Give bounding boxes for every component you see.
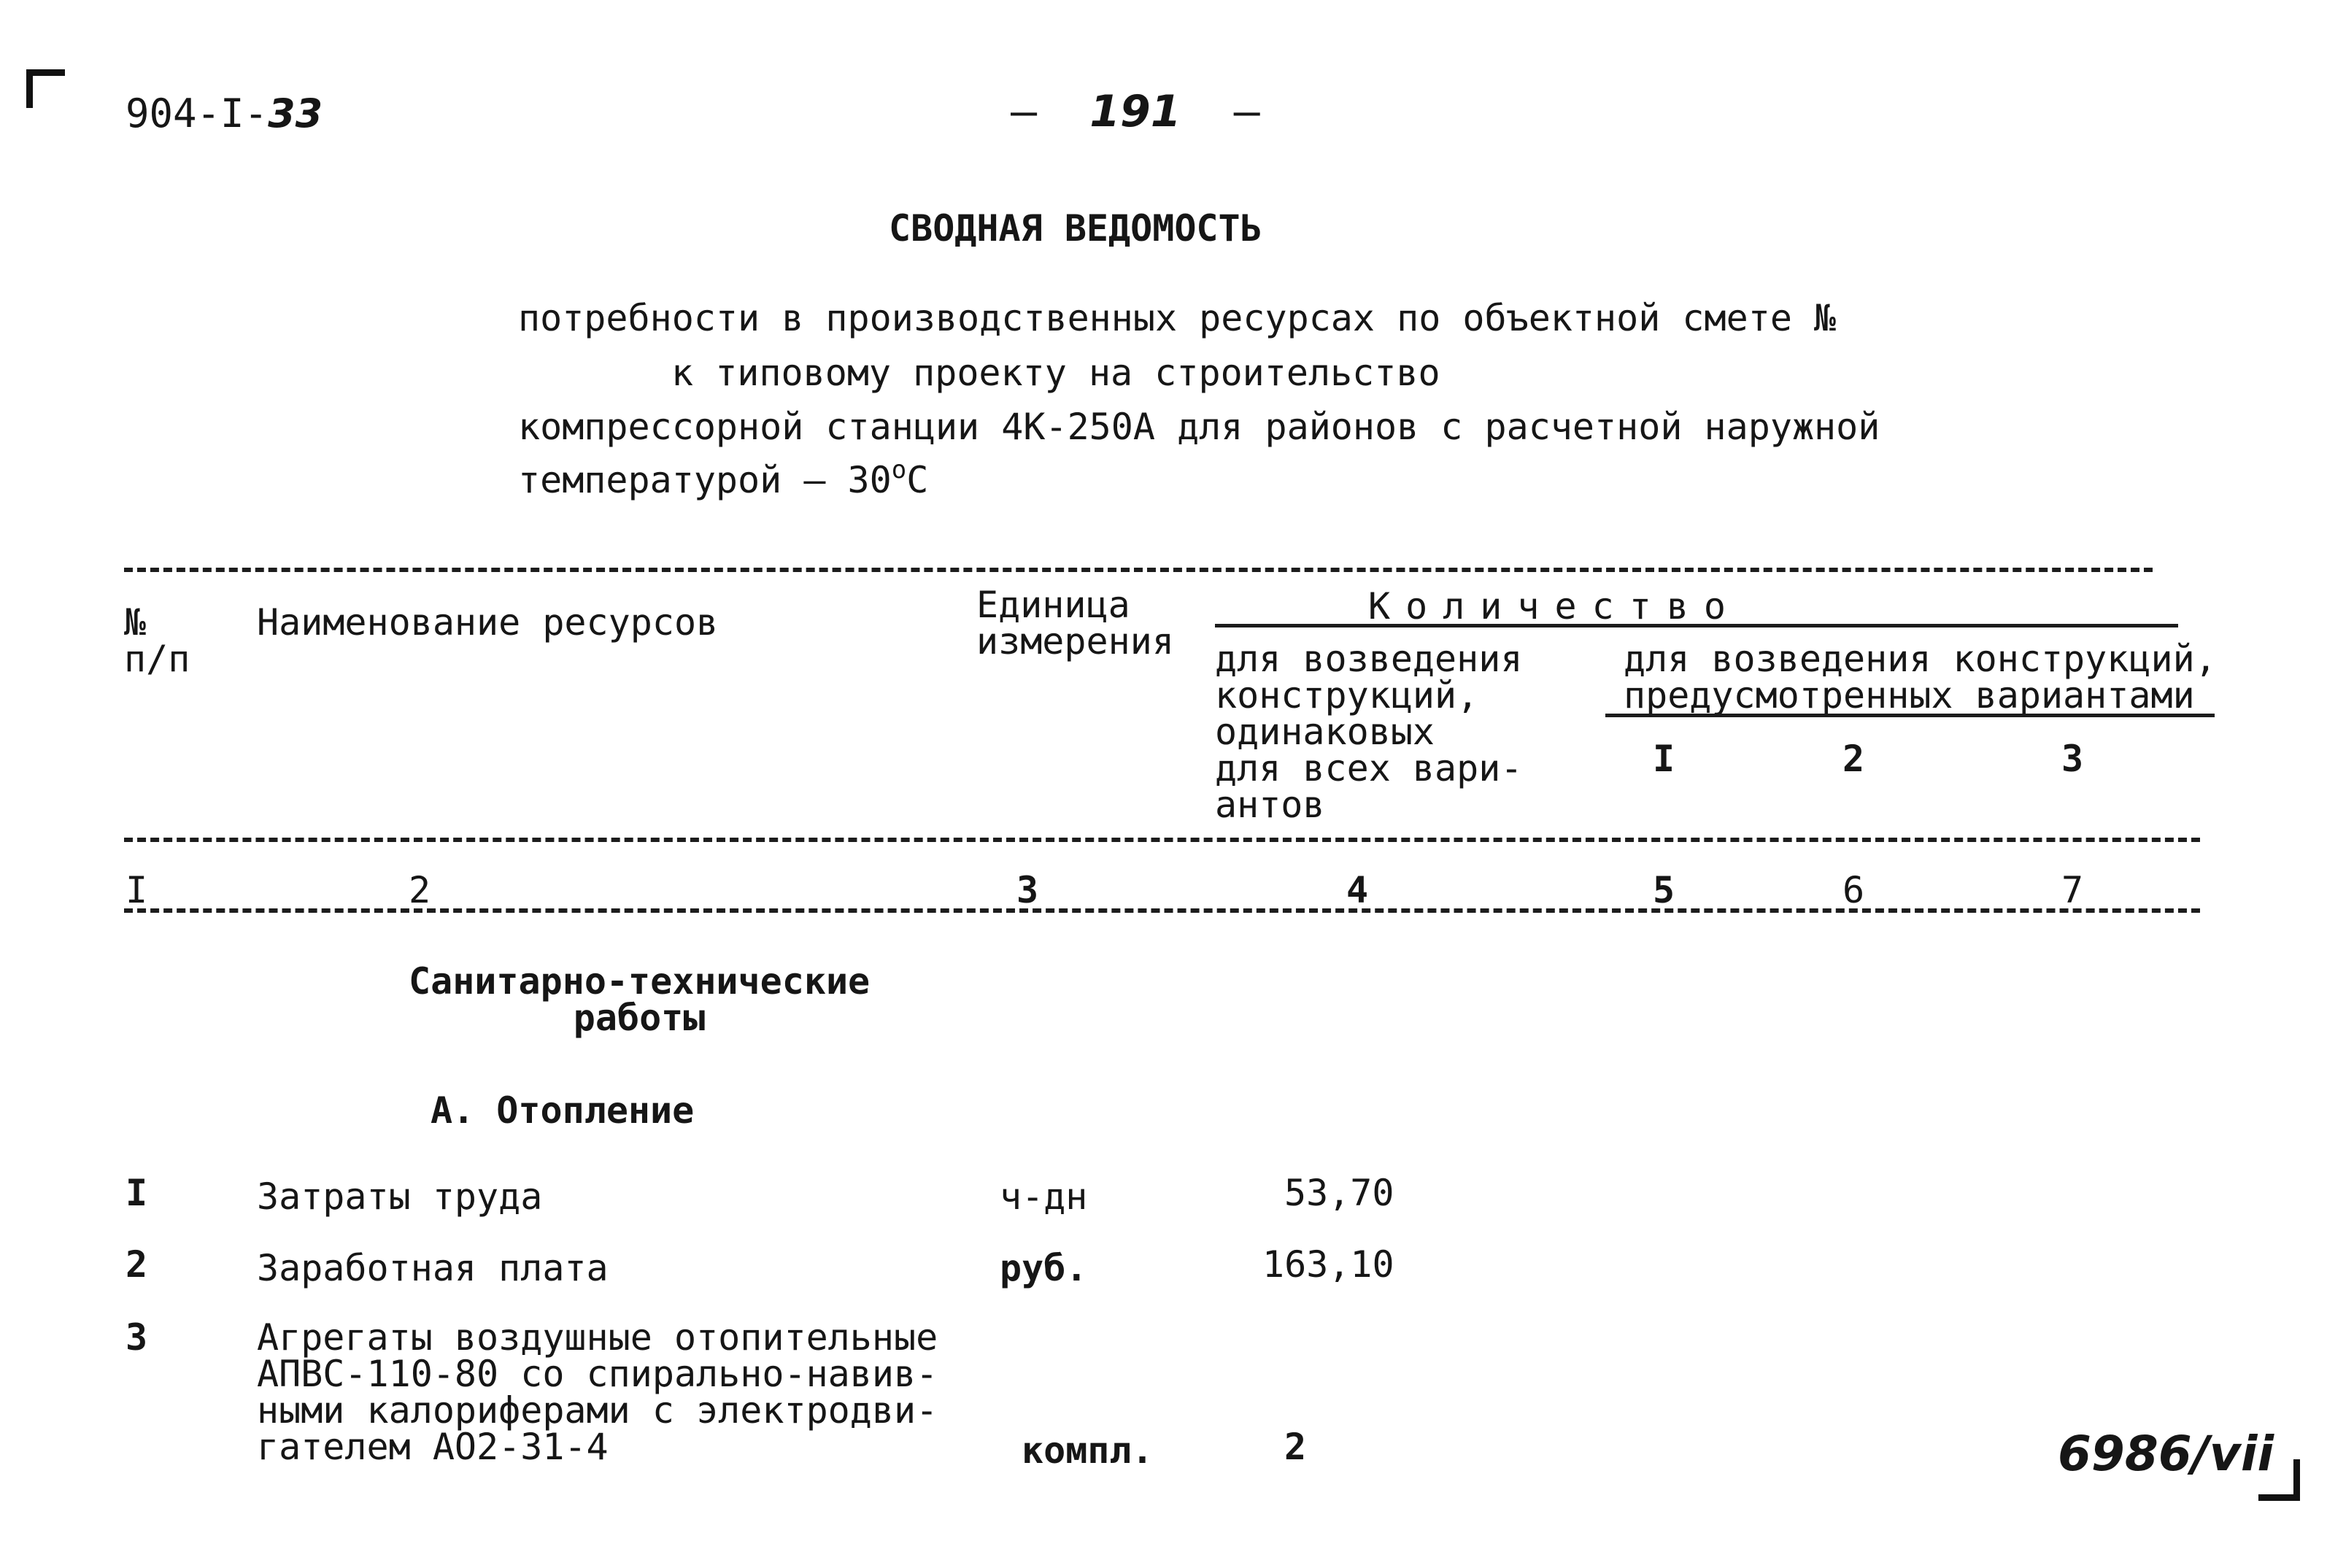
column-number-7: 7 <box>2061 869 2084 911</box>
title-line-1: потребности в производственных ресурсах по объектной смете № <box>518 297 1837 339</box>
table-top-border <box>124 568 2153 572</box>
row-2-unit: руб. <box>1000 1247 1088 1289</box>
column-number-1: I <box>126 869 148 911</box>
column-numbers-border <box>124 908 2200 913</box>
section-title: Санитарно-технические работы <box>409 960 871 1039</box>
page-number-value: 191 <box>1089 86 1181 137</box>
header-unit: Единица измерения <box>976 584 1174 663</box>
variant-number-1: I <box>1653 738 1675 780</box>
title-line-4: температурой – 30$^o$С <box>518 455 929 501</box>
row-2-number: 2 <box>126 1243 148 1286</box>
row-3-unit: компл. <box>1022 1429 1154 1472</box>
top-left-corner-mark <box>26 69 65 108</box>
variants-underline <box>1605 714 2215 717</box>
header-variants-line2: предусмотренных вариантами <box>1624 674 2195 717</box>
row-2-quantity: 163,10 <box>1262 1243 1394 1286</box>
subsection-title: А. Отопление <box>431 1089 695 1132</box>
row-1-name: Затраты труда <box>257 1175 543 1218</box>
archive-stamp: 6986/vii <box>2058 1426 2274 1482</box>
document-code-prefix: 904-I- <box>126 90 269 136</box>
row-3-name: Агрегаты воздушные отопительные АПВС-110-80 со спирально-навив- ными калориферами с электродви- гателем АО2-31-4 <box>257 1316 938 1468</box>
row-3-number: 3 <box>126 1316 148 1359</box>
column-number-6: 6 <box>1842 869 1865 911</box>
page-number: – 191 – <box>1011 86 1260 137</box>
variant-number-2: 2 <box>1842 738 1865 780</box>
header-variants: для возведения конструкций, <box>1624 638 2217 680</box>
row-1-quantity: 53,70 <box>1284 1172 1394 1214</box>
document-code-suffix: 33 <box>268 90 323 136</box>
document-title: СВОДНАЯ ВЕДОМОСТЬ <box>889 207 1262 250</box>
document-code <box>126 90 323 136</box>
header-number: № п/п <box>124 601 190 680</box>
column-number-4: 4 <box>1346 869 1369 911</box>
row-1-number: I <box>126 1172 148 1214</box>
title-line-2: к типовому проекту на строительство <box>671 352 1440 394</box>
header-common-quantity: для возведения конструкций, одинаковых для всех вари- антов <box>1215 638 1523 826</box>
header-bottom-border <box>124 838 2200 842</box>
quantity-underline <box>1215 624 2178 627</box>
row-3-quantity: 2 <box>1284 1426 1307 1468</box>
column-number-3: 3 <box>1016 869 1039 911</box>
column-number-2: 2 <box>409 869 431 911</box>
title-line-3: компрессорной станции 4К-250А для районов с расчетной наружной <box>518 406 1880 448</box>
header-name: Наименование ресурсов <box>257 601 719 644</box>
variant-number-3: 3 <box>2061 738 2084 780</box>
row-1-unit: ч-дн <box>1000 1175 1088 1218</box>
header-quantity: Количество <box>1368 585 1742 627</box>
row-2-name: Заработная плата <box>257 1247 609 1289</box>
column-number-5: 5 <box>1653 869 1675 911</box>
